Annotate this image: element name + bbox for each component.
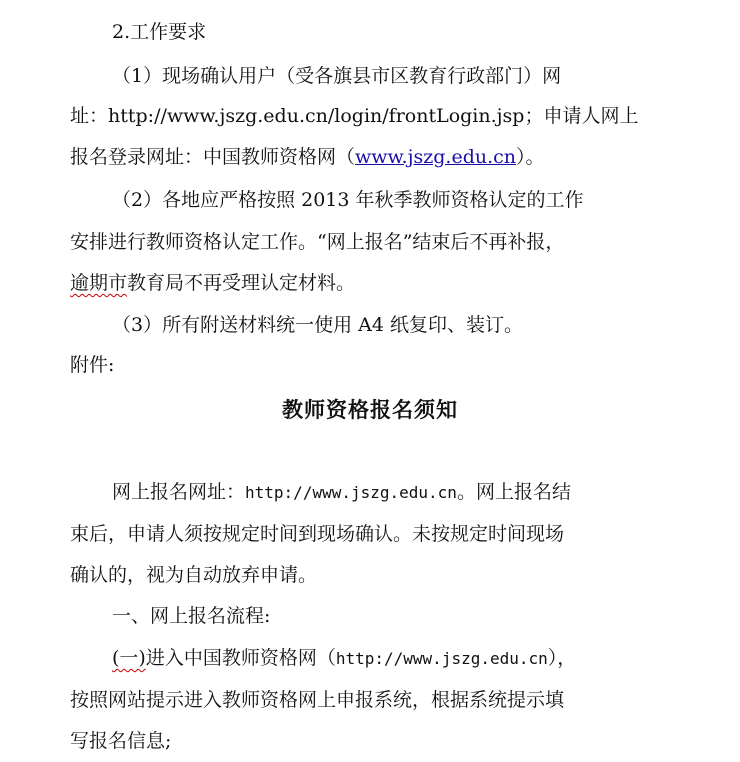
spellcheck-marked-text: 逾期市 (70, 272, 128, 294)
attachment-label: 附件: (70, 354, 115, 376)
paragraph-2-line-2: 安排进行教师资格认定工作。“网上报名”结束后不再补报， (70, 231, 565, 253)
notice-title: 教师资格报名须知 (282, 398, 458, 422)
jszg-website-link[interactable]: www.jszg.edu.cn (355, 146, 517, 168)
paragraph-1-line-3 (70, 145, 545, 169)
step-1-line-1-text-a: 进入中国教师资格网（ (145, 647, 336, 669)
step-1-line-1-text-b: ）， (547, 647, 577, 669)
step-1-line-1 (112, 646, 576, 671)
section-heading-work-requirements: 2.工作要求 (112, 21, 207, 43)
paragraph-2-line-1: （2）各地应严格按照 2013 年秋季教师资格认定的工作 (112, 189, 584, 211)
step-1-line-2: 按照网站提示进入教师资格网上申报系统，根据系统提示填 (70, 689, 565, 711)
paragraph-1-line-3-text-a: 报名登录网址：中国教师资格网（ (70, 146, 356, 168)
intro-line-2: 束后，申请人须按规定时间到现场确认。未按规定时间现场 (70, 523, 565, 545)
paragraph-2-line-3-rest: 教育局不再受理认定材料。 (127, 272, 356, 294)
intro-line-1-text-a: 网上报名网址： (112, 481, 246, 503)
section-1-heading: 一、网上报名流程: (112, 605, 271, 627)
intro-line-3: 确认的，视为自动放弃申请。 (70, 564, 318, 586)
intro-line-1 (112, 480, 571, 505)
paragraph-2-line-3 (70, 271, 355, 295)
paragraph-1-line-1: （1）现场确认用户（受各旗县市区教育行政部门）网 (112, 65, 562, 87)
step-1-number: (一) (112, 647, 146, 669)
step-1-url: http://www.jszg.edu.cn (335, 649, 548, 668)
step-1-line-3: 写报名信息; (70, 730, 172, 752)
paragraph-1-line-2: 址：http://www.jszg.edu.cn/login/frontLogin.jsp；申请人网上 (70, 105, 639, 127)
paragraph-1-line-3-text-b: ）。 (516, 146, 545, 168)
intro-line-1-text-b: 。网上报名结 (456, 481, 571, 503)
paragraph-3: （3）所有附送材料统一使用 A4 纸复印、装订。 (112, 314, 523, 336)
intro-url: http://www.jszg.edu.cn (245, 483, 457, 502)
